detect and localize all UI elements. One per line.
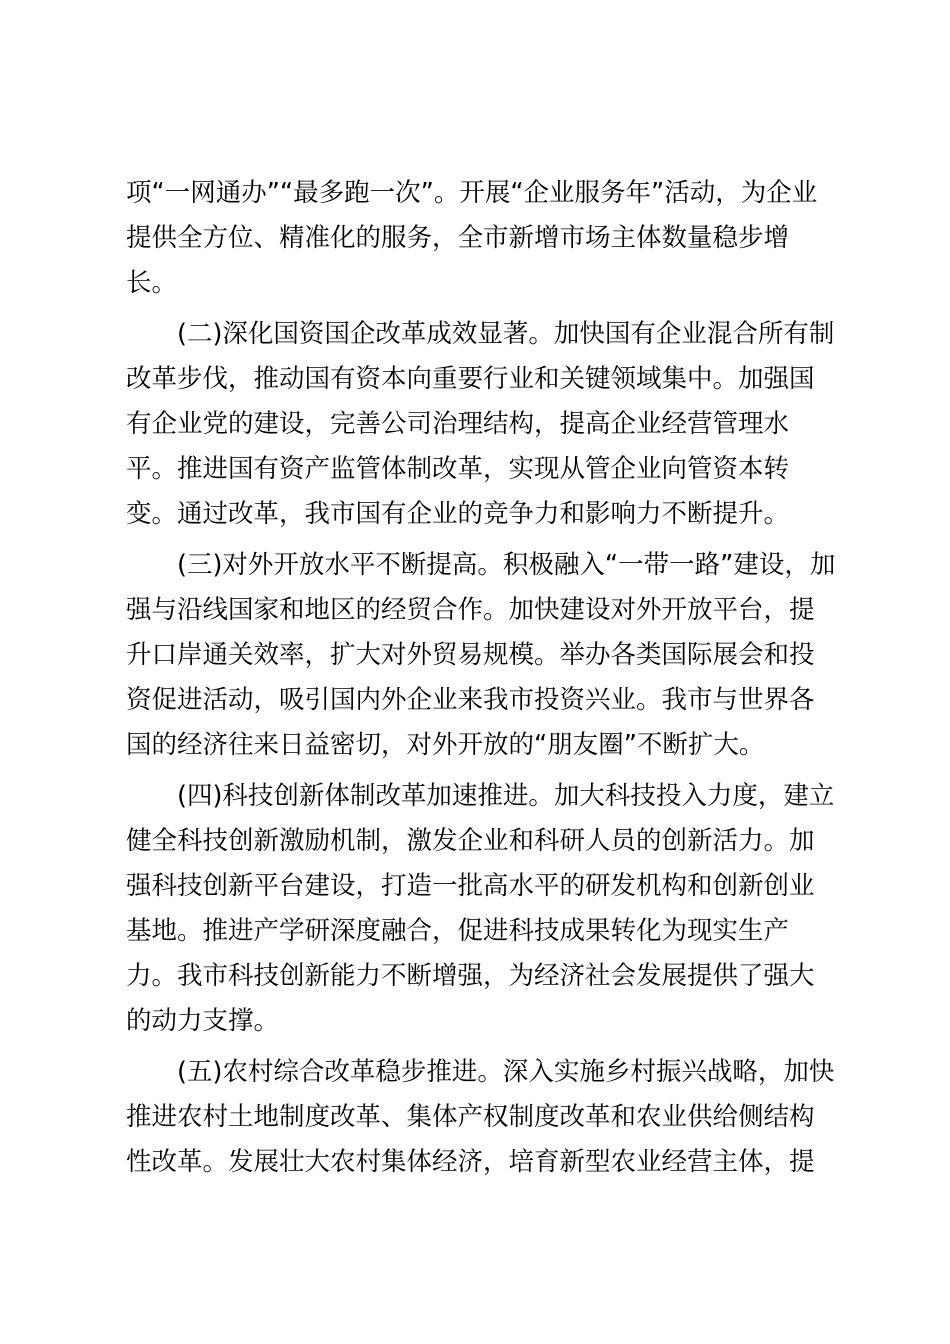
text-line: 基地。推进产学研深度融合，促进科技成果转化为现实生产 [126,916,790,946]
document-body [126,171,836,1191]
text-line: 力。我市科技创新能力不断增强，为经济社会发展提供了强大 [126,961,815,991]
text-line: 强与沿线国家和地区的经贸合作。加快建设对外开放平台，提 [126,595,815,625]
text-line: 改革步伐，推动国有资本向重要行业和关键领域集中。加强国 [126,364,815,394]
text-line: 提供全方位、精准化的服务，全市新增市场主体数量稳步增 [126,223,790,253]
text-line: (二)深化国资国企改革成效显著。加快国有企业混合所有制 [126,319,835,349]
text-line: 资促进活动，吸引国内外企业来我市投资兴业。我市与世界各 [126,685,815,715]
text-line: 升口岸通关效率，扩大对外贸易规模。举办各类国际展会和投 [126,640,815,670]
text-line: 长。 [126,268,178,298]
text-line: 项“一网通办”“最多跑一次”。开展“企业服务年”活动，为企业 [126,178,818,208]
text-line: 国的经济往来日益密切，对外开放的“朋友圈”不断扩大。 [126,730,765,760]
text-line: 的动力支撑。 [126,1006,280,1036]
paragraph-soe-reform [126,312,835,537]
text-line: (三)对外开放水平不断提高。积极融入“一带一路”建设，加 [126,550,836,580]
paragraph-service [126,171,826,306]
text-line: 推进农村土地制度改革、集体产权制度改革和农业供给侧结构 [126,1102,815,1132]
paragraph-rural-reform [126,1050,835,1185]
paragraph-opening-up [126,543,836,768]
text-line: (五)农村综合改革稳步推进。深入实施乡村振兴战略，加快 [126,1057,835,1087]
text-line: 平。推进国有资产监管体制改革，实现从管企业向管资本转 [126,454,790,484]
paragraph-innovation [126,774,835,1044]
text-line: 健全科技创新激励机制，激发企业和科研人员的创新活力。加 [126,826,815,856]
text-line: 强科技创新平台建设，打造一批高水平的研发机构和创新创业 [126,871,815,901]
text-line: 变。通过改革，我市国有企业的竞争力和影响力不断提升。 [126,499,790,529]
text-line: 有企业党的建设，完善公司治理结构，提高企业经营管理水 [126,409,790,439]
text-line: 性改革。发展壮大农村集体经济，培育新型农业经营主体，提 [126,1147,815,1177]
text-line: (四)科技创新体制改革加速推进。加大科技投入力度，建立 [126,781,835,811]
